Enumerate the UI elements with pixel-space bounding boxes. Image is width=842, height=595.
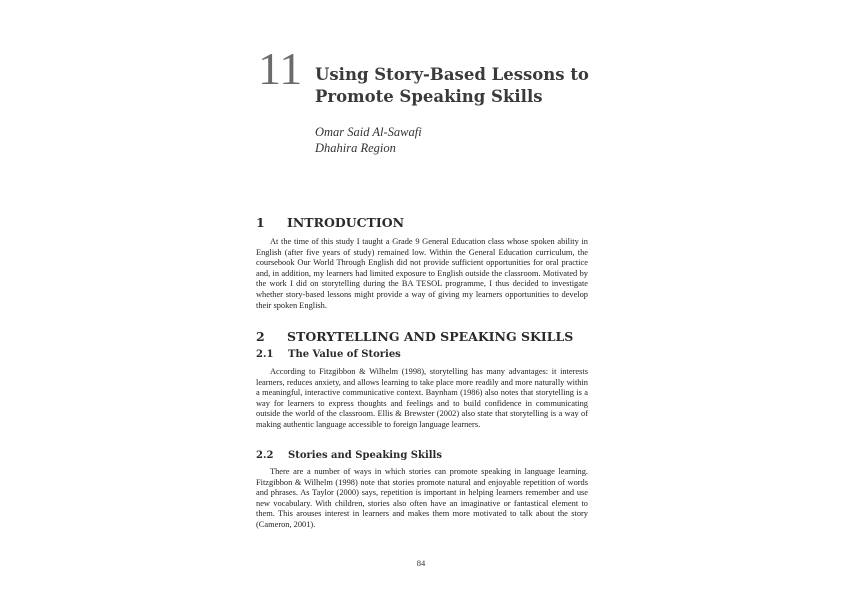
subsection-title: The Value of Stories — [288, 349, 401, 360]
subsection-number: 2.2 — [256, 450, 274, 461]
author-affiliation: Dhahira Region — [315, 141, 396, 155]
subsection-heading-stories-speaking — [256, 450, 442, 461]
paragraph-stories-speaking: There are a number of ways in which stories can promote speaking in language learning. Fitzgibbon & Wilhelm (1998) note that stories promote natural and enjoyable repetition of words and phrases. As Taylor (2000) says, repetition is important in helping learners remember and use new vocabulary. With children, stories also often have an imaginative or fantastical element to them. This arouses interest in learners and makes them more motivated to talk about the story (Cameron, 2001). — [256, 467, 588, 529]
page-number: 84 — [416, 558, 426, 568]
section-title: STORYTELLING AND SPEAKING SKILLS — [287, 329, 574, 344]
section-number: 2 — [256, 329, 265, 344]
author-name: Omar Said Al-Sawafi — [315, 125, 422, 139]
paragraph-introduction: At the time of this study I taught a Grade 9 General Education class whose spoken ability in English (after five years of study) remained low. Within the General Education curriculum, the coursebook Our World Through English did not provide sufficient opportunities for oral practice and, in addition, my learners had limited exposure to English outside the classroom. Motivated by the work I did on storytelling during the BA TESOL programme, I thus decided to investigate whether story-based lessons might provide a way of giving my learners opportunities to develop their spoken English. — [256, 237, 588, 310]
paragraph-value-of-stories: According to Fitzgibbon & Wilhelm (1998), storytelling has many advantages: it interests learners, reduces anxiety, and allows learning to take place more readily and more naturally within a meaningful, interactive communicative context. Baynham (1986) also notes that storytelling is a way for learners to express thoughts and feelings and to build confidence in communicating outside the world of the classroom. Ellis & Brewster (2002) also state that storytelling is a way of making authentic language accessible to foreign language learners. — [256, 367, 588, 429]
chapter-title — [315, 64, 589, 108]
subsection-title: Stories and Speaking Skills — [288, 450, 442, 461]
subsection-heading-value-of-stories — [256, 349, 401, 360]
section-number: 1 — [256, 215, 265, 230]
chapter-title-line-2: Promote Speaking Skills — [315, 87, 543, 106]
section-heading-storytelling — [256, 329, 573, 344]
section-title: INTRODUCTION — [287, 215, 405, 230]
subsection-number: 2.1 — [256, 349, 274, 360]
chapter-title-line-1: Using Story-Based Lessons to — [315, 65, 589, 84]
chapter-number: 11 — [258, 43, 303, 94]
section-heading-introduction — [256, 215, 404, 230]
